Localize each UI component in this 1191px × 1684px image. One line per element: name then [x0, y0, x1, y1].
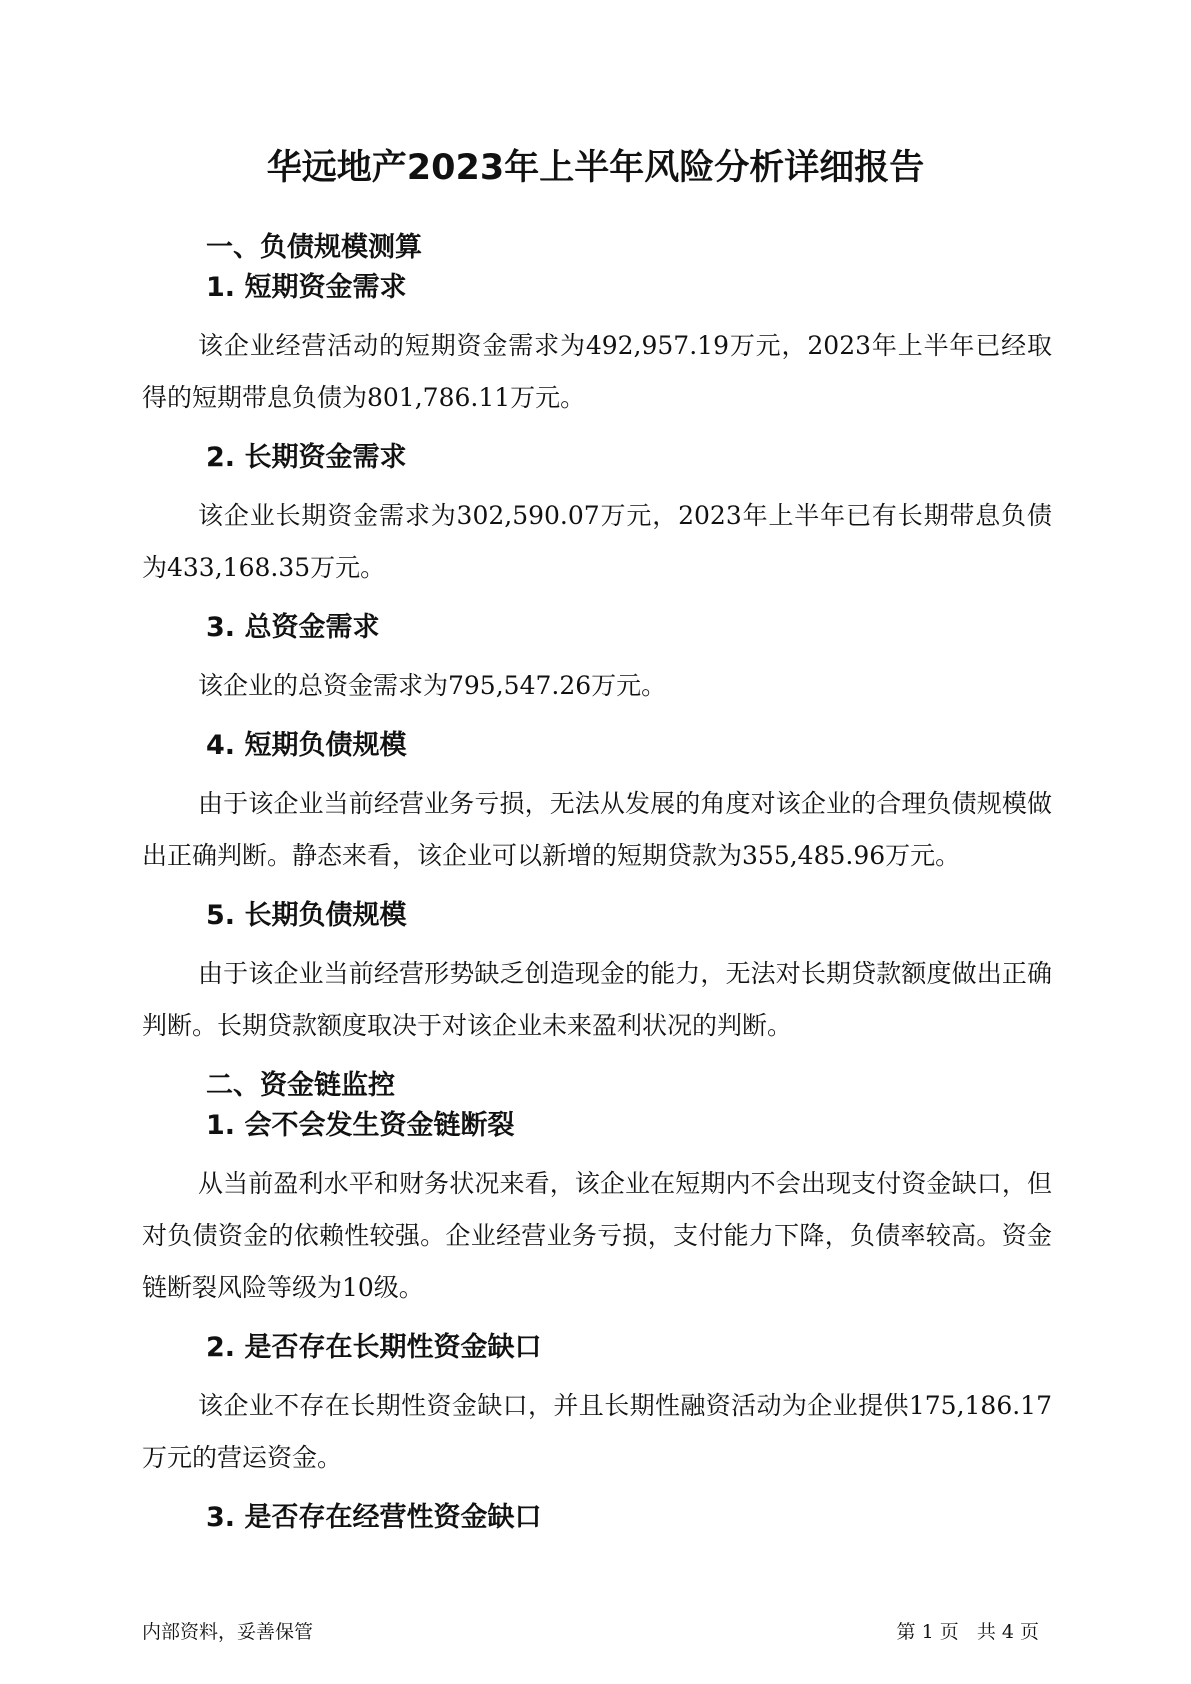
paragraph: 该企业经营活动的短期资金需求为492,957.19万元，2023年上半年已经取得的短期带息负债为801,786.11万元。 [142, 331, 1052, 412]
document-body [142, 228, 1052, 1550]
sub-heading: 2. 是否存在长期性资金缺口 [206, 1332, 542, 1363]
section-heading: 一、负债规模测算 [206, 232, 422, 263]
sub-heading: 2. 长期资金需求 [206, 442, 407, 473]
paragraph: 该企业的总资金需求为795,547.26万元。 [198, 671, 667, 700]
section-heading: 二、资金链监控 [206, 1070, 395, 1101]
paragraph: 该企业长期资金需求为302,590.07万元，2023年上半年已有长期带息负债为433,168.35万元。 [142, 501, 1052, 582]
paragraph: 从当前盈利水平和财务状况来看，该企业在短期内不会出现支付资金缺口，但对负债资金的依赖性较强。企业经营业务亏损，支付能力下降，负债率较高。资金链断裂风险等级为10级。 [142, 1169, 1052, 1302]
sub-heading: 1. 会不会发生资金链断裂 [206, 1110, 515, 1141]
document-title: 华远地产2023年上半年风险分析详细报告 [266, 148, 925, 188]
paragraph: 由于该企业当前经营形势缺乏创造现金的能力，无法对长期贷款额度做出正确判断。长期贷款额度取决于对该企业未来盈利状况的判断。 [142, 959, 1052, 1040]
sub-heading: 1. 短期资金需求 [206, 272, 407, 303]
paragraph: 该企业不存在长期性资金缺口，并且长期性融资活动为企业提供175,186.17万元的营运资金。 [142, 1391, 1052, 1472]
sub-heading: 4. 短期负债规模 [206, 730, 407, 761]
sub-heading: 5. 长期负债规模 [206, 900, 407, 931]
footer-page-number: 第 1 页 共 4 页 [896, 1621, 1039, 1643]
sub-heading: 3. 总资金需求 [206, 612, 380, 643]
paragraph: 由于该企业当前经营业务亏损，无法从发展的角度对该企业的合理负债规模做出正确判断。静态来看，该企业可以新增的短期贷款为355,485.96万元。 [142, 789, 1052, 870]
footer-confidential-note: 内部资料，妥善保管 [142, 1621, 314, 1643]
sub-heading: 3. 是否存在经营性资金缺口 [206, 1502, 542, 1533]
